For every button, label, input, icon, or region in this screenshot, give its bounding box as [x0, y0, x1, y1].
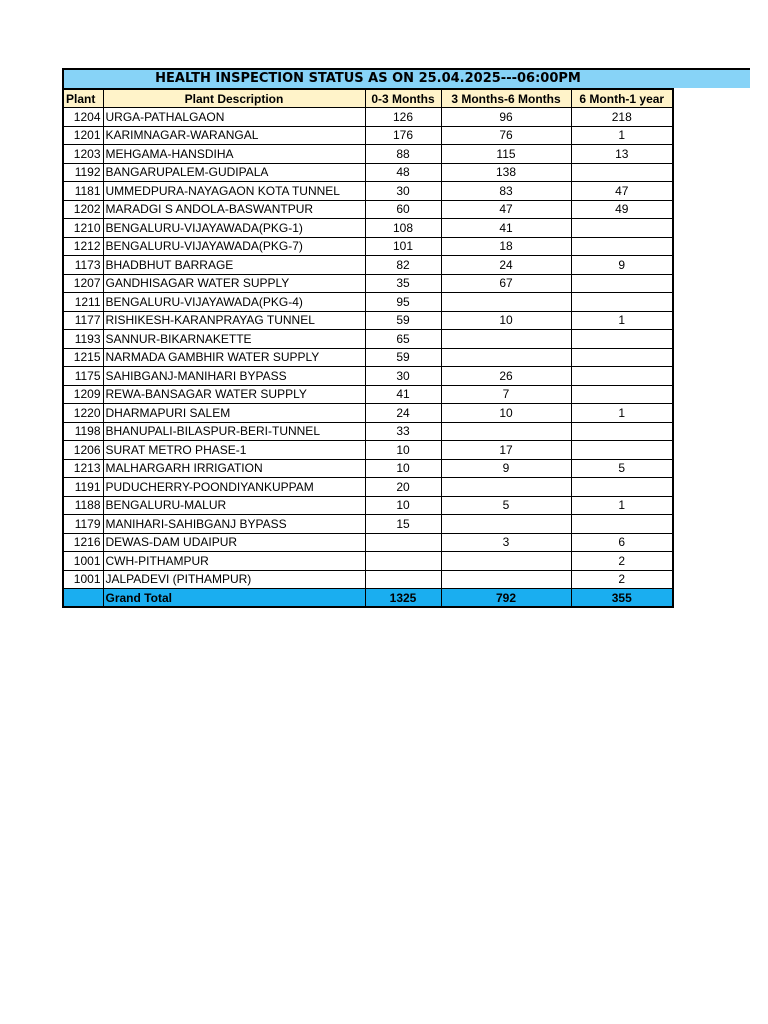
- column-header-3-6-months[interactable]: 3 Months-6 Months: [441, 89, 571, 108]
- table-row: [63, 552, 673, 571]
- total-0-3-cell[interactable]: 1325: [365, 589, 441, 608]
- table-row: [63, 145, 673, 164]
- months-3-6-cell[interactable]: [441, 570, 571, 589]
- description-cell[interactable]: BHANUPALI-BILASPUR-BERI-TUNNEL: [103, 422, 365, 441]
- months-6-12-cell[interactable]: 13: [571, 145, 673, 164]
- column-header-0-3-months[interactable]: 0-3 Months: [365, 89, 441, 108]
- table-row: [63, 293, 673, 312]
- months-0-3-cell[interactable]: 101: [365, 237, 441, 256]
- description-cell[interactable]: CWH-PITHAMPUR: [103, 552, 365, 571]
- months-6-12-cell[interactable]: 1: [571, 311, 673, 330]
- months-0-3-cell[interactable]: 33: [365, 422, 441, 441]
- months-3-6-cell[interactable]: [441, 552, 571, 571]
- table-row: [63, 515, 673, 534]
- table-row: [63, 200, 673, 219]
- header-row: [63, 89, 673, 108]
- months-0-3-cell[interactable]: 10: [365, 459, 441, 478]
- description-cell[interactable]: SAHIBGANJ-MANIHARI BYPASS: [103, 367, 365, 386]
- plant-cell[interactable]: 1192: [63, 163, 103, 182]
- months-6-12-cell[interactable]: [571, 385, 673, 404]
- months-3-6-cell[interactable]: [441, 293, 571, 312]
- plant-cell[interactable]: 1191: [63, 478, 103, 497]
- months-0-3-cell[interactable]: 60: [365, 200, 441, 219]
- months-6-12-cell[interactable]: 1: [571, 404, 673, 423]
- plant-cell[interactable]: 1179: [63, 515, 103, 534]
- table-row: [63, 348, 673, 367]
- months-3-6-cell[interactable]: 9: [441, 459, 571, 478]
- plant-cell[interactable]: 1001: [63, 570, 103, 589]
- months-0-3-cell[interactable]: 95: [365, 293, 441, 312]
- description-cell[interactable]: DEWAS-DAM UDAIPUR: [103, 533, 365, 552]
- table-row: [63, 237, 673, 256]
- table-row: [63, 404, 673, 423]
- sheet-title: HEALTH INSPECTION STATUS AS ON 25.04.2025---06:00PM: [62, 70, 672, 88]
- months-6-12-cell[interactable]: 9: [571, 256, 673, 275]
- months-0-3-cell[interactable]: 10: [365, 496, 441, 515]
- months-6-12-cell[interactable]: [571, 274, 673, 293]
- months-0-3-cell[interactable]: [365, 570, 441, 589]
- months-3-6-cell[interactable]: [441, 348, 571, 367]
- months-3-6-cell[interactable]: [441, 330, 571, 349]
- months-0-3-cell[interactable]: 59: [365, 311, 441, 330]
- months-0-3-cell[interactable]: 30: [365, 182, 441, 201]
- column-header-plant-description[interactable]: Plant Description: [103, 89, 365, 108]
- description-cell[interactable]: DHARMAPURI SALEM: [103, 404, 365, 423]
- months-3-6-cell[interactable]: [441, 515, 571, 534]
- plant-cell[interactable]: 1001: [63, 552, 103, 571]
- table-row: [63, 385, 673, 404]
- months-3-6-cell[interactable]: 7: [441, 385, 571, 404]
- months-6-12-cell[interactable]: 47: [571, 182, 673, 201]
- plant-cell[interactable]: 1203: [63, 145, 103, 164]
- months-0-3-cell[interactable]: 59: [365, 348, 441, 367]
- grand-total-row: [63, 589, 673, 608]
- months-6-12-cell[interactable]: [571, 367, 673, 386]
- months-3-6-cell[interactable]: 96: [441, 108, 571, 127]
- months-0-3-cell[interactable]: [365, 552, 441, 571]
- description-cell[interactable]: BENGALURU-VIJAYAWADA(PKG-7): [103, 237, 365, 256]
- months-6-12-cell[interactable]: [571, 219, 673, 238]
- months-0-3-cell[interactable]: 35: [365, 274, 441, 293]
- months-0-3-cell[interactable]: 24: [365, 404, 441, 423]
- months-6-12-cell[interactable]: 218: [571, 108, 673, 127]
- months-6-12-cell[interactable]: [571, 330, 673, 349]
- plant-cell[interactable]: 1210: [63, 219, 103, 238]
- description-cell[interactable]: MANIHARI-SAHIBGANJ BYPASS: [103, 515, 365, 534]
- total-6-12-cell[interactable]: 355: [571, 589, 673, 608]
- total-label-cell[interactable]: Grand Total: [103, 589, 365, 608]
- description-cell[interactable]: JALPADEVI (PITHAMPUR): [103, 570, 365, 589]
- inspection-table: [62, 88, 674, 608]
- plant-cell[interactable]: 1215: [63, 348, 103, 367]
- description-cell[interactable]: NARMADA GAMBHIR WATER SUPPLY: [103, 348, 365, 367]
- plant-cell[interactable]: 1206: [63, 441, 103, 460]
- months-6-12-cell[interactable]: [571, 515, 673, 534]
- total-3-6-cell[interactable]: 792: [441, 589, 571, 608]
- months-6-12-cell[interactable]: [571, 441, 673, 460]
- table-row: [63, 367, 673, 386]
- months-3-6-cell[interactable]: 41: [441, 219, 571, 238]
- months-6-12-cell[interactable]: 5: [571, 459, 673, 478]
- plant-cell[interactable]: 1201: [63, 126, 103, 145]
- table-row: [63, 311, 673, 330]
- table-row: [63, 274, 673, 293]
- months-3-6-cell[interactable]: 3: [441, 533, 571, 552]
- plant-cell[interactable]: 1181: [63, 182, 103, 201]
- table-row: [63, 533, 673, 552]
- plant-cell[interactable]: 1188: [63, 496, 103, 515]
- table-row: [63, 256, 673, 275]
- months-3-6-cell[interactable]: 24: [441, 256, 571, 275]
- months-0-3-cell[interactable]: 10: [365, 441, 441, 460]
- months-6-12-cell[interactable]: 2: [571, 552, 673, 571]
- plant-cell[interactable]: 1193: [63, 330, 103, 349]
- months-0-3-cell[interactable]: 176: [365, 126, 441, 145]
- description-cell[interactable]: UMMEDPURA-NAYAGAON KOTA TUNNEL: [103, 182, 365, 201]
- months-3-6-cell[interactable]: [441, 422, 571, 441]
- months-6-12-cell[interactable]: 1: [571, 496, 673, 515]
- table-row: [63, 441, 673, 460]
- months-6-12-cell[interactable]: [571, 478, 673, 497]
- months-3-6-cell[interactable]: 138: [441, 163, 571, 182]
- table-row: [63, 570, 673, 589]
- months-6-12-cell[interactable]: 49: [571, 200, 673, 219]
- description-cell[interactable]: SURAT METRO PHASE-1: [103, 441, 365, 460]
- description-cell[interactable]: KARIMNAGAR-WARANGAL: [103, 126, 365, 145]
- column-header-6-12-months[interactable]: 6 Month-1 year: [571, 89, 673, 108]
- months-3-6-cell[interactable]: 10: [441, 311, 571, 330]
- table-row: [63, 478, 673, 497]
- months-6-12-cell[interactable]: [571, 422, 673, 441]
- months-3-6-cell[interactable]: 83: [441, 182, 571, 201]
- table-row: [63, 163, 673, 182]
- months-6-12-cell[interactable]: 6: [571, 533, 673, 552]
- description-cell[interactable]: BENGALURU-MALUR: [103, 496, 365, 515]
- description-cell[interactable]: REWA-BANSAGAR WATER SUPPLY: [103, 385, 365, 404]
- months-3-6-cell[interactable]: 67: [441, 274, 571, 293]
- total-plant-cell[interactable]: [63, 589, 103, 608]
- plant-cell[interactable]: 1202: [63, 200, 103, 219]
- months-3-6-cell[interactable]: 76: [441, 126, 571, 145]
- plant-cell[interactable]: 1216: [63, 533, 103, 552]
- description-cell[interactable]: MARADGI S ANDOLA-BASWANTPUR: [103, 200, 365, 219]
- plant-cell[interactable]: 1204: [63, 108, 103, 127]
- plant-cell[interactable]: 1211: [63, 293, 103, 312]
- table-row: [63, 422, 673, 441]
- plant-cell[interactable]: 1177: [63, 311, 103, 330]
- description-cell[interactable]: BENGALURU-VIJAYAWADA(PKG-1): [103, 219, 365, 238]
- table-row: [63, 219, 673, 238]
- plant-cell[interactable]: 1212: [63, 237, 103, 256]
- description-cell[interactable]: GANDHISAGAR WATER SUPPLY: [103, 274, 365, 293]
- months-0-3-cell[interactable]: [365, 533, 441, 552]
- plant-cell[interactable]: 1198: [63, 422, 103, 441]
- table-row: [63, 108, 673, 127]
- table-row: [63, 126, 673, 145]
- table-row: [63, 459, 673, 478]
- months-3-6-cell[interactable]: 10: [441, 404, 571, 423]
- months-6-12-cell[interactable]: 2: [571, 570, 673, 589]
- months-3-6-cell[interactable]: 26: [441, 367, 571, 386]
- months-0-3-cell[interactable]: 41: [365, 385, 441, 404]
- description-cell[interactable]: BANGARUPALEM-GUDIPALA: [103, 163, 365, 182]
- description-cell[interactable]: MALHARGARH IRRIGATION: [103, 459, 365, 478]
- table-row: [63, 330, 673, 349]
- months-3-6-cell[interactable]: 18: [441, 237, 571, 256]
- plant-cell[interactable]: 1175: [63, 367, 103, 386]
- plant-cell[interactable]: 1173: [63, 256, 103, 275]
- months-3-6-cell[interactable]: 5: [441, 496, 571, 515]
- months-3-6-cell[interactable]: 47: [441, 200, 571, 219]
- months-0-3-cell[interactable]: 30: [365, 367, 441, 386]
- plant-cell[interactable]: 1207: [63, 274, 103, 293]
- months-3-6-cell[interactable]: 17: [441, 441, 571, 460]
- description-cell[interactable]: BENGALURU-VIJAYAWADA(PKG-4): [103, 293, 365, 312]
- months-6-12-cell[interactable]: [571, 163, 673, 182]
- months-0-3-cell[interactable]: 108: [365, 219, 441, 238]
- months-3-6-cell[interactable]: [441, 478, 571, 497]
- description-cell[interactable]: SANNUR-BIKARNAKETTE: [103, 330, 365, 349]
- months-6-12-cell[interactable]: [571, 237, 673, 256]
- months-6-12-cell[interactable]: [571, 348, 673, 367]
- description-cell[interactable]: MEHGAMA-HANSDIHA: [103, 145, 365, 164]
- months-3-6-cell[interactable]: 115: [441, 145, 571, 164]
- months-6-12-cell[interactable]: 1: [571, 126, 673, 145]
- description-cell[interactable]: BHADBHUT BARRAGE: [103, 256, 365, 275]
- plant-cell[interactable]: 1220: [63, 404, 103, 423]
- description-cell[interactable]: PUDUCHERRY-POONDIYANKUPPAM: [103, 478, 365, 497]
- months-0-3-cell[interactable]: 48: [365, 163, 441, 182]
- column-header-plant[interactable]: Plant: [63, 89, 103, 108]
- months-0-3-cell[interactable]: 20: [365, 478, 441, 497]
- plant-cell[interactable]: 1213: [63, 459, 103, 478]
- description-cell[interactable]: RISHIKESH-KARANPRAYAG TUNNEL: [103, 311, 365, 330]
- months-6-12-cell[interactable]: [571, 293, 673, 312]
- plant-cell[interactable]: 1209: [63, 385, 103, 404]
- description-cell[interactable]: URGA-PATHALGAON: [103, 108, 365, 127]
- months-0-3-cell[interactable]: 65: [365, 330, 441, 349]
- months-0-3-cell[interactable]: 15: [365, 515, 441, 534]
- table-row: [63, 182, 673, 201]
- months-0-3-cell[interactable]: 82: [365, 256, 441, 275]
- table-row: [63, 496, 673, 515]
- months-0-3-cell[interactable]: 88: [365, 145, 441, 164]
- months-0-3-cell[interactable]: 126: [365, 108, 441, 127]
